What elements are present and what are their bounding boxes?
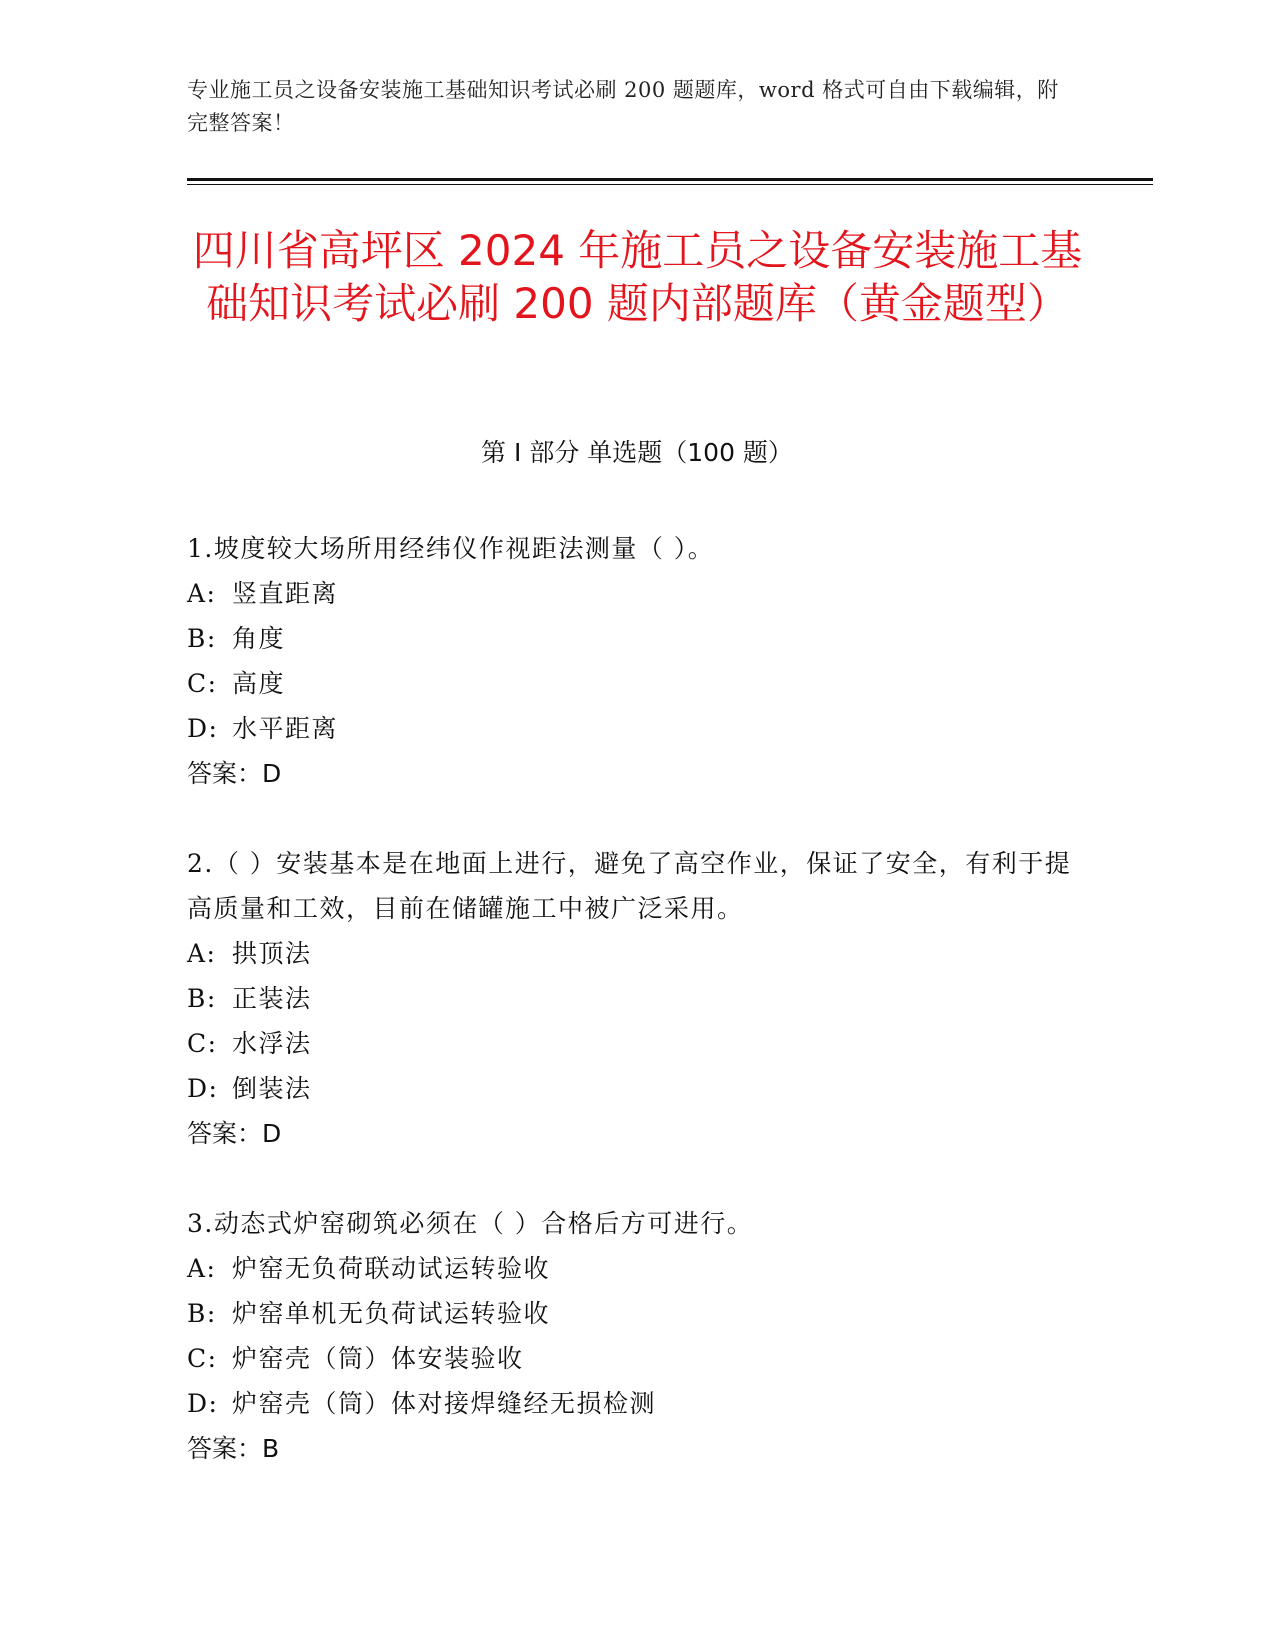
answer-line: 答案：B — [187, 1434, 280, 1463]
question-item — [187, 1201, 1087, 1471]
option-d — [187, 706, 1087, 751]
option-b — [187, 1291, 1087, 1336]
option-a — [187, 931, 1087, 976]
option-text: 炉窑无负荷联动试运转验收 — [232, 1254, 551, 1283]
option-c — [187, 1336, 1087, 1381]
option-text: 倒装法 — [232, 1074, 312, 1103]
option-a — [187, 571, 1087, 616]
option-text: 拱顶法 — [232, 939, 312, 968]
answer-line: 答案：D — [187, 759, 282, 788]
option-letter: C: — [187, 669, 218, 698]
option-c — [187, 661, 1087, 706]
answer-line: 答案：D — [187, 1119, 282, 1148]
option-b — [187, 616, 1087, 661]
question-stem: 2.（ ）安装基本是在地面上进行，避免了高空作业，保证了安全，有利于提高质量和工效，目前在储罐施工中被广泛采用。 — [187, 849, 1072, 923]
option-letter: B: — [187, 984, 217, 1013]
option-letter: D: — [187, 1389, 219, 1418]
option-letter: D: — [187, 1074, 219, 1103]
question-stem: 1.坡度较大场所用经纬仪作视距法测量（ ）。 — [187, 534, 715, 563]
option-letter: A: — [187, 1254, 217, 1283]
option-text: 炉窑单机无负荷试运转验收 — [232, 1299, 551, 1328]
question-stem: 3.动态式炉窑砌筑必须在（ ）合格后方可进行。 — [187, 1209, 754, 1238]
question-list — [187, 526, 1087, 1516]
option-letter: A: — [187, 939, 217, 968]
header-rule-thick — [187, 178, 1153, 181]
option-d — [187, 1066, 1087, 1111]
option-letter: C: — [187, 1029, 218, 1058]
option-b — [187, 976, 1087, 1021]
option-text: 炉窑壳（筒）体对接焊缝经无损检测 — [232, 1389, 657, 1418]
section-title: 第 I 部分 单选题（100 题） — [481, 438, 793, 467]
option-text: 炉窑壳（筒）体安装验收 — [232, 1344, 524, 1373]
document-title: 四川省高坪区 2024 年施工员之设备安装施工基础知识考试必刷 200 题内部题库（黄金题型） — [192, 226, 1083, 328]
option-a — [187, 1246, 1087, 1291]
option-letter: A: — [187, 579, 217, 608]
header-note: 专业施工员之设备安装施工基础知识考试必刷 200 题题库，word 格式可自由下载编辑，附完整答案！ — [187, 78, 1059, 135]
option-letter: B: — [187, 624, 217, 653]
option-letter: C: — [187, 1344, 218, 1373]
option-text: 角度 — [232, 624, 286, 653]
question-item — [187, 841, 1087, 1156]
header-rule-thin — [187, 184, 1153, 185]
question-item — [187, 526, 1087, 796]
option-letter: B: — [187, 1299, 217, 1328]
option-text: 正装法 — [232, 984, 312, 1013]
option-text: 水平距离 — [232, 714, 339, 743]
option-letter: D: — [187, 714, 219, 743]
option-c — [187, 1021, 1087, 1066]
option-text: 高度 — [232, 669, 286, 698]
option-d — [187, 1381, 1087, 1426]
option-text: 竖直距离 — [232, 579, 339, 608]
option-text: 水浮法 — [232, 1029, 312, 1058]
